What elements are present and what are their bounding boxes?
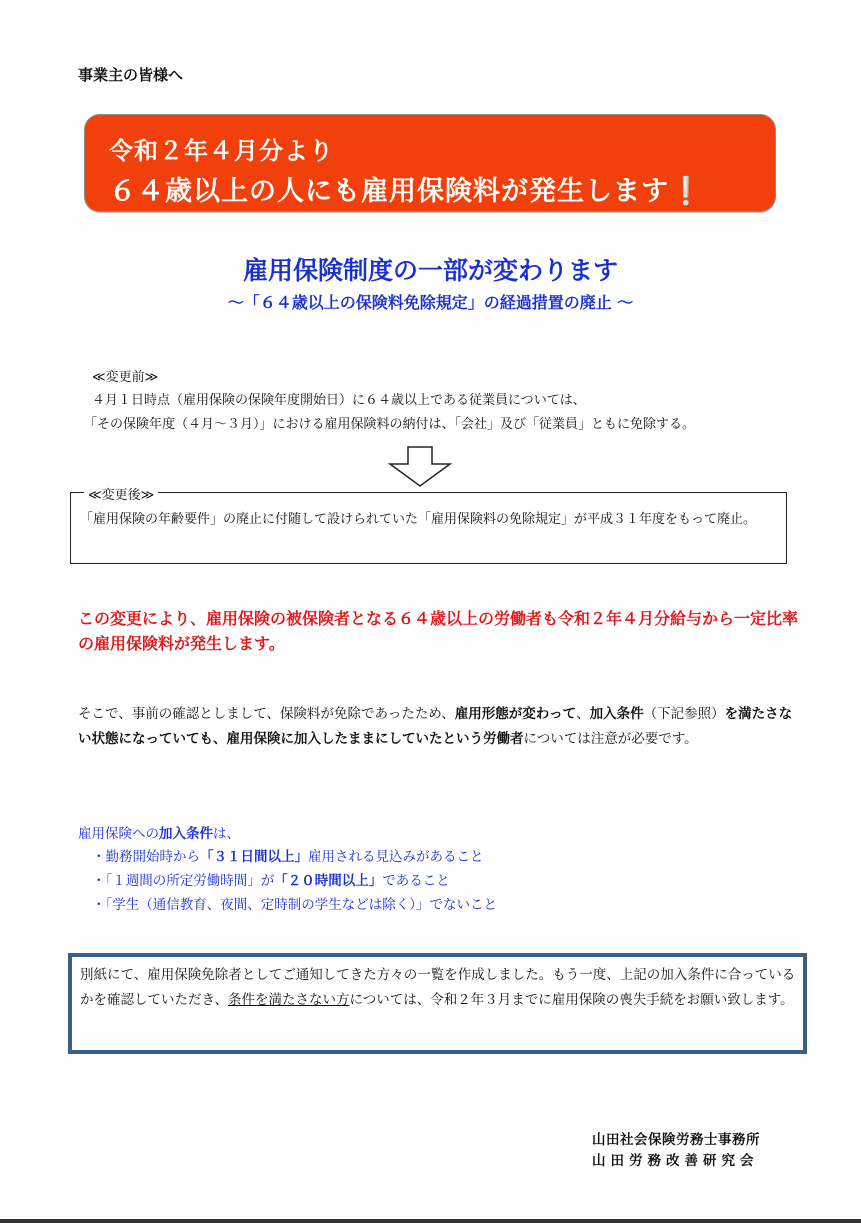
page-title: 雇用保険制度の一部が変わります xyxy=(242,256,618,285)
cond-1-bold: 「３１日間以上」 xyxy=(200,849,308,865)
banner-line-1: 令和２年４月分より xyxy=(109,137,334,165)
caution-paragraph xyxy=(78,702,793,752)
condition-item xyxy=(92,869,450,889)
org-name-2: 山田労務改善研究会 xyxy=(592,1153,759,1169)
cond-2-pre: ・「１週間の所定労働時間」が xyxy=(92,873,275,889)
para-bold-1: 雇用形態が変わって xyxy=(454,706,577,722)
cond-2-post: であること xyxy=(382,873,450,889)
notice-text-2: については、令和２年３月までに雇用保険の喪失手続をお願い致します。 xyxy=(349,992,794,1008)
after-label: ≪変更後≫ xyxy=(84,484,158,503)
para-bold-2: 加入条件 xyxy=(589,706,644,722)
notice-text-1: 別紙にて、雇用保険免除者としてご通知してきた方々の一覧を作成しました。もう一度、上記の加入条件に合っているかを確認していただき、 xyxy=(80,967,796,1008)
notice-text xyxy=(80,963,800,1013)
notice-underlined: 条件を満たさない方 xyxy=(227,992,350,1008)
cond-1-post: 雇用される見込みがあること xyxy=(308,849,484,865)
cond-head-prefix: 雇用保険への xyxy=(78,826,159,842)
cond-head-suffix: は、 xyxy=(213,826,240,842)
para-text-2: 、 xyxy=(576,706,590,722)
org-name-1: 山田社会保険労務士事務所 xyxy=(592,1132,760,1148)
cond-1-pre: ・勤務開始時から xyxy=(92,849,200,865)
cond-head-bold: 加入条件 xyxy=(159,826,213,842)
para-bold-3: を満たさない状態になっていても、雇用保険に加入したままにしていたという労働者 xyxy=(78,706,793,747)
cond-2-bold: 「２０時間以上」 xyxy=(274,873,383,889)
condition-item xyxy=(92,845,484,865)
after-text: 「雇用保険の年齢要件」の廃止に付随して設けられていた「雇用保険料の免除規定」が平成３１年度をもって廃止。 xyxy=(80,512,757,527)
before-text-1: ４月１日時点（雇用保険の保険年度開始日）に６４歳以上である従業員については、 xyxy=(92,393,586,408)
para-text-1: そこで、事前の確認としまして、保険料が免除であったため、 xyxy=(78,706,455,722)
before-label: ≪変更前≫ xyxy=(92,370,159,385)
salutation: 事業主の皆様へ xyxy=(78,66,184,84)
para-text-3: （下記参照） xyxy=(643,706,725,722)
down-arrow-icon xyxy=(388,446,452,488)
page-subtitle: ～「６４歳以上の保険料免除規定」の経過措置の廃止 ～ xyxy=(227,293,634,312)
before-text-2: 「その保険年度（４月～３月）」における雇用保険料の納付は、「会社」及び「従業員」ともに免除する。 xyxy=(84,417,696,432)
bottom-rule xyxy=(0,1219,861,1223)
condition-item xyxy=(92,893,497,913)
conditions-heading xyxy=(78,822,240,842)
para-text-4: については注意が必要です。 xyxy=(523,731,698,747)
red-notice: この変更により、雇用保険の被保険者となる６４歳以上の労働者も令和２年４月分給与から一定比率の雇用保険料が発生します。 xyxy=(78,609,799,653)
headline-banner xyxy=(84,114,776,212)
cond-3-pre: ・「学生（通信教育、夜間、定時制の学生などは除く）」でないこと xyxy=(92,897,497,913)
banner-line-2: ６４歳以上の人にも雇用保険料が発生します❕ xyxy=(109,176,704,207)
